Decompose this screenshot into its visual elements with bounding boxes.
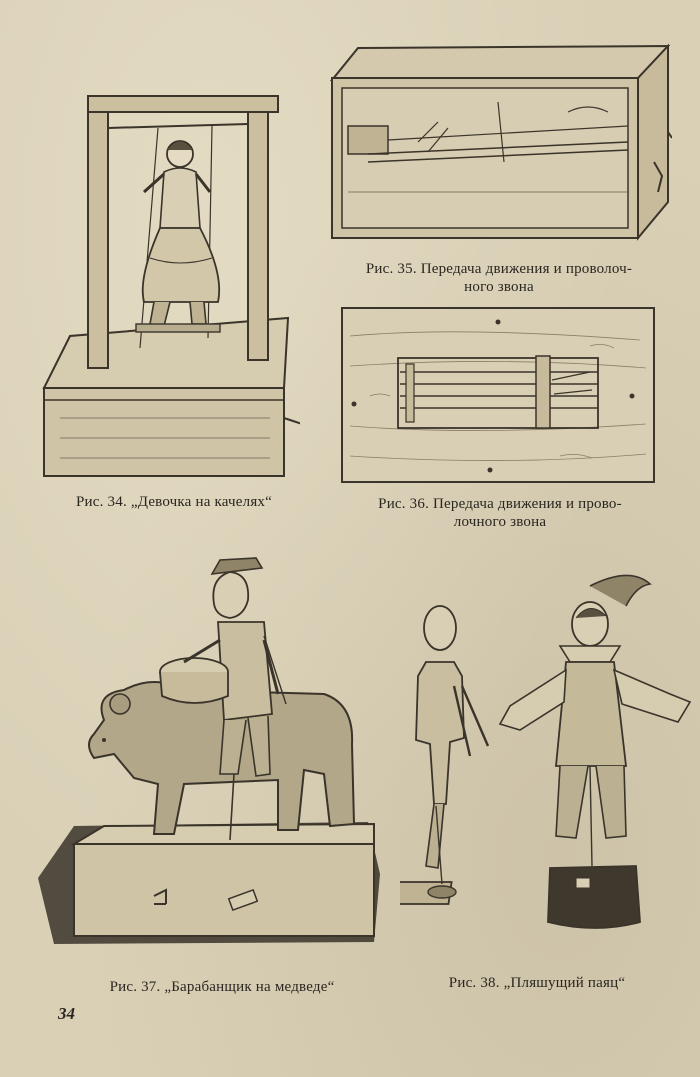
page-number: 34 — [58, 1004, 75, 1023]
box-mechanism-drawing — [328, 42, 672, 242]
figure-35-caption-line-2: ного звона — [464, 279, 534, 295]
wire-chime-board-drawing — [340, 306, 656, 484]
nail-dot — [352, 402, 357, 407]
figure-34-caption-text: Рис. 34. „Девочка на качелях“ — [76, 494, 272, 510]
figure-36-illustration — [340, 306, 656, 484]
nail-dot — [488, 468, 493, 473]
figure-35-caption — [324, 260, 674, 296]
nail-dot — [630, 394, 635, 399]
figure-35-caption-line-1: Рис. 35. Передача движения и проволоч- — [365, 261, 633, 277]
figure-36-caption-line-1: Рис. 36. Передача движения и прово- — [378, 496, 622, 512]
figure-34-illustration — [40, 88, 300, 483]
figure-37-caption-text: Рис. 37. „Барабанщик на медведе“ — [109, 979, 335, 995]
figure-37-illustration — [34, 544, 384, 954]
figure-37-caption — [72, 978, 372, 996]
figure-36-caption — [338, 495, 662, 531]
figure-38-caption — [412, 974, 662, 992]
figure-34-caption — [40, 493, 308, 511]
figure-36-caption-line-2: лочного звона — [453, 514, 547, 530]
figure-35-illustration — [328, 42, 672, 242]
figure-38-illustration — [400, 566, 694, 954]
drummer-on-bear-drawing — [34, 544, 384, 954]
dancing-puppets-drawing — [400, 566, 694, 954]
girl-on-swing-drawing — [40, 88, 300, 483]
nail-dot — [496, 320, 501, 325]
figure-38-caption-text: Рис. 38. „Пляшущий паяц“ — [448, 975, 626, 991]
